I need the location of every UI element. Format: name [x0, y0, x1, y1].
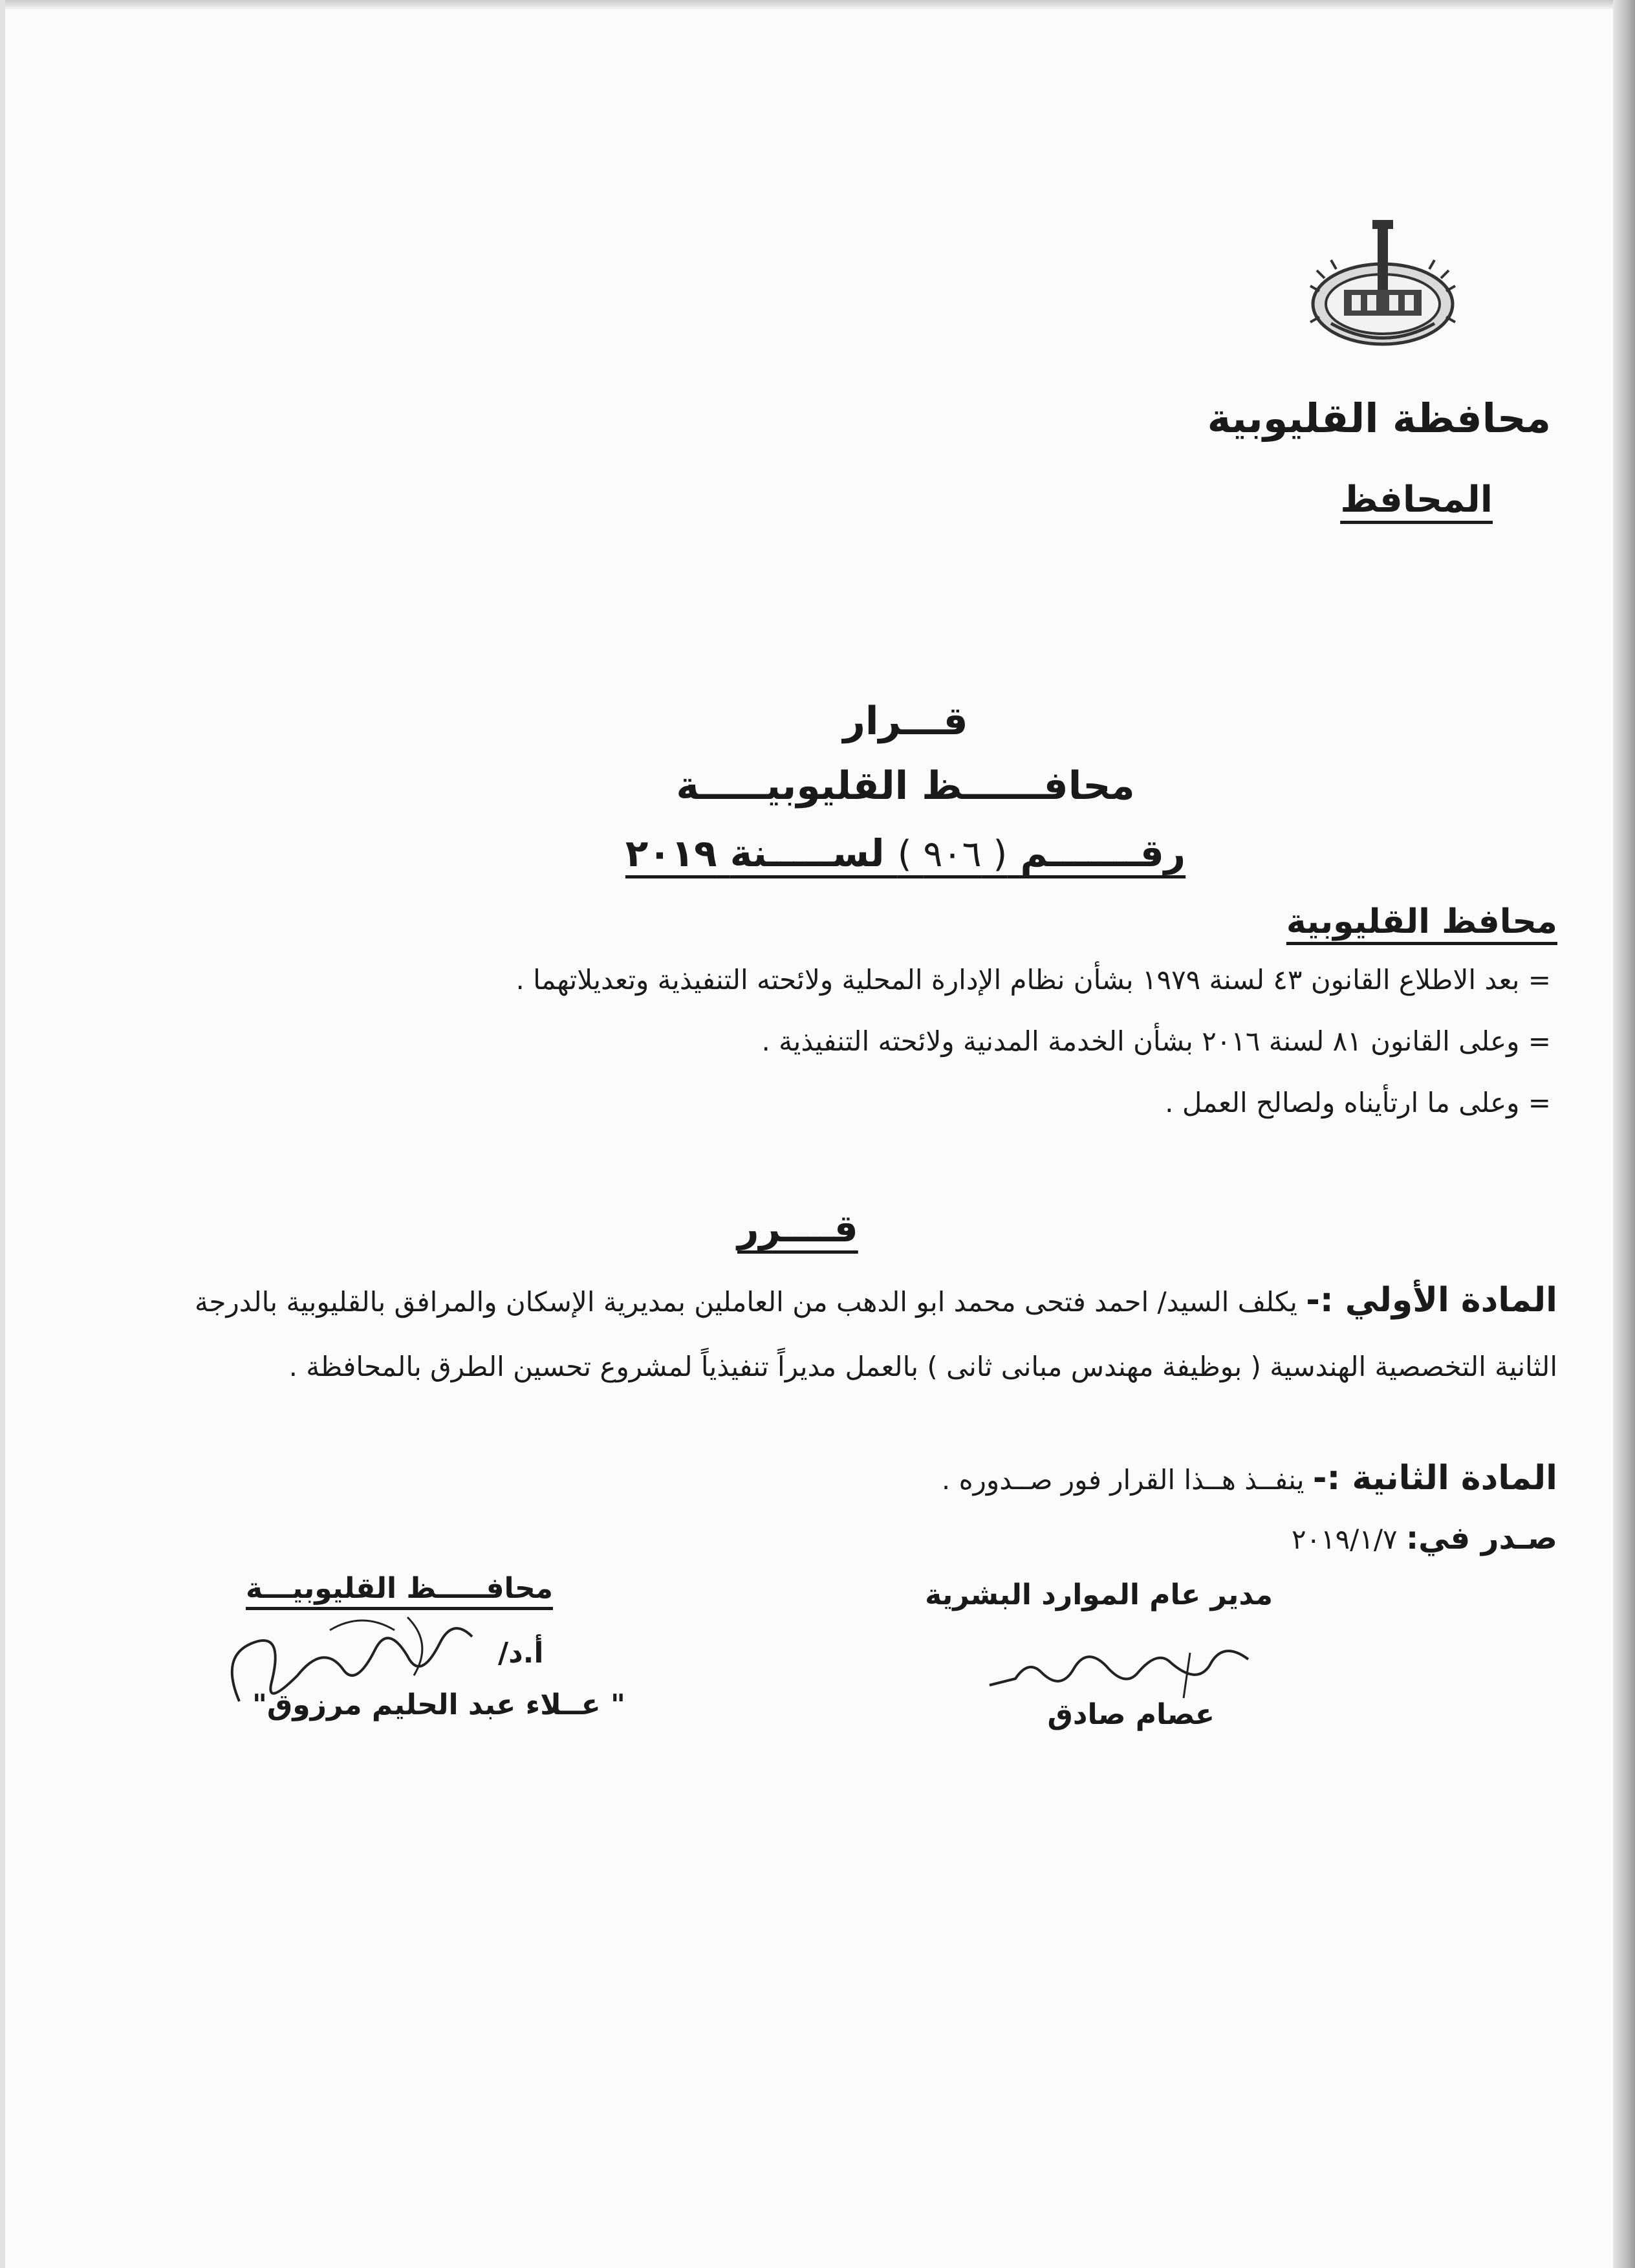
article-one: [167, 1268, 1557, 1399]
preamble-item: = وعلى ما ارتأيناه ولصالح العمل .: [1165, 1087, 1551, 1118]
governor-title: محافـــــظ القليوبيـــة: [246, 1572, 553, 1605]
hr-director-signature-icon: [977, 1633, 1261, 1705]
governor-name: " عــلاء عبد الحليم مرزوق": [252, 1688, 625, 1721]
preamble-item: = وعلى القانون ٨١ لسنة ٢٠١٦ بشأن الخدمة المدنية ولائحته التنفيذية .: [761, 1025, 1551, 1057]
hr-director-name: عصام صادق: [1047, 1698, 1215, 1731]
year-label: لســـــنة: [730, 831, 885, 875]
office-title: المحافظ: [1340, 479, 1493, 521]
article-two-label: المادة الثانية :-: [1312, 1459, 1557, 1498]
governor-prefix: أ.د/: [498, 1637, 544, 1670]
issue-date: ٢٠١٩/١/٧: [1291, 1523, 1398, 1555]
decision-title: قـــرار: [843, 699, 968, 744]
decision-year: ٢٠١٩: [625, 831, 717, 875]
decided-heading: قــــرر: [737, 1206, 858, 1250]
decision-number-line: [582, 831, 1229, 875]
decision-number: ( ٩٠٦ ): [897, 833, 1008, 875]
scan-edge-right: [1613, 0, 1635, 2268]
scan-edge-top: [0, 0, 1635, 9]
preamble-item: = بعد الاطلاع القانون ٤٣ لسنة ١٩٧٩ بشأن نظام الإدارة المحلية ولائحته التنفيذية وتعديلاتهما .: [515, 964, 1551, 996]
hr-director-title: مدير عام الموارد البشرية: [925, 1578, 1273, 1611]
article-one-label: المادة الأولي :-: [1306, 1281, 1557, 1320]
number-label: رقـــــــم: [1020, 831, 1186, 875]
issue-date-label: صـدر في:: [1405, 1520, 1557, 1556]
decision-issuer: محافــــــظ القليوبيـــــة: [676, 763, 1135, 809]
article-two: [942, 1459, 1557, 1498]
article-one-text: يكلف السيد/ احمد فتحى محمد ابو الدهب من العاملين بمديرية الإسكان والمرافق بالقليوبية بالدرجة الثانية التخصصية الهندسية ( بوظيفة مهندس مبانى ثانى ) بالعمل مديراً تنفيذياً لمشروع تحسين الطرق بالمحافظة .: [195, 1286, 1557, 1382]
preamble-heading: محافظ القليوبية: [1286, 902, 1557, 941]
scan-edge-left: [0, 0, 5, 2268]
governorate-name: محافظة القليوبية: [1207, 395, 1551, 442]
article-two-text: ينفــذ هــذا القرار فور صــدوره .: [941, 1464, 1305, 1496]
governorate-emblem-icon: [1305, 213, 1460, 356]
issue-date-line: [1292, 1520, 1557, 1556]
